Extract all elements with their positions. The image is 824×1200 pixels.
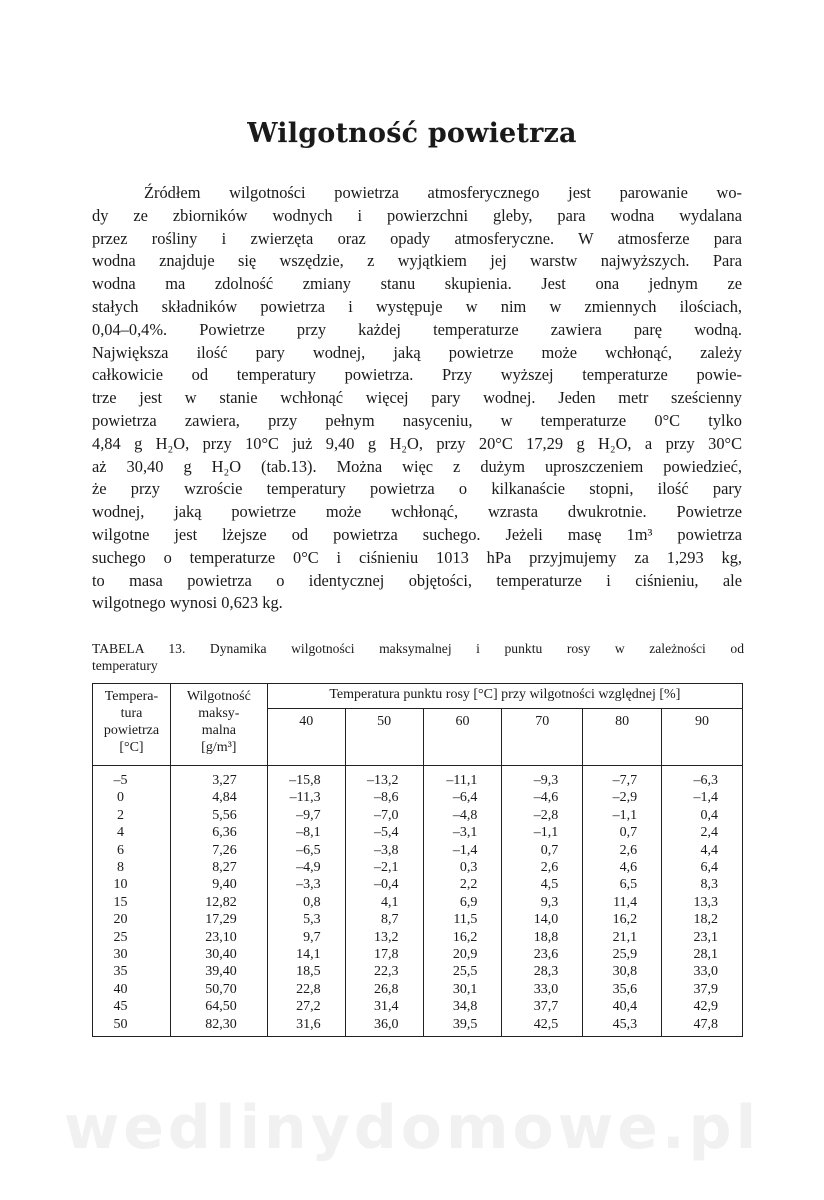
caption-line: temperatury [92, 658, 158, 673]
header-humidity-80: 80 [583, 709, 662, 766]
paragraph-line: wodna znajduje się wszędzie, z wyjątkiem jej warstw najwyższych. Para [92, 251, 742, 271]
cell-dew-point: –7,0 [345, 807, 423, 824]
cell-dew-point: 39,5 [423, 1016, 502, 1037]
cell-dew-point: –1,4 [662, 789, 743, 806]
cell-dew-point: 18,8 [502, 929, 583, 946]
cell-dew-point: –6,5 [267, 842, 345, 859]
paragraph-line: suchego o temperaturze 0°C i ciśnieniu 1013 hPa przyjmujemy za 1,293 kg, [92, 547, 742, 567]
cell-dew-point: 40,4 [583, 998, 662, 1015]
cell-dew-point: 33,0 [662, 963, 743, 980]
page-title: Wilgotność powietrza [247, 118, 577, 149]
cell-dew-point: –3,8 [345, 842, 423, 859]
cell-dew-point: 37,9 [662, 981, 743, 998]
cell-dew-point: 35,6 [583, 981, 662, 998]
cell-air-temperature: 0 [93, 789, 171, 806]
cell-air-temperature: 6 [93, 842, 171, 859]
cell-max-humidity: 3,27 [170, 766, 267, 790]
paragraph-line: wodnej, jaką powietrze może wchłonąć, wzrasta dwukrotnie. Powietrze [92, 502, 742, 522]
cell-air-temperature: 35 [93, 963, 171, 980]
cell-max-humidity: 9,40 [170, 876, 267, 893]
cell-air-temperature: –5 [93, 766, 171, 790]
cell-dew-point: 30,1 [423, 981, 502, 998]
cell-dew-point: 5,3 [267, 911, 345, 928]
cell-dew-point: 25,5 [423, 963, 502, 980]
table-row [93, 946, 743, 963]
paragraph-line: całkowicie od temperatury powietrza. Przy wyższej temperaturze powie- [92, 365, 742, 385]
cell-air-temperature: 10 [93, 876, 171, 893]
cell-dew-point: 31,6 [267, 1016, 345, 1037]
cell-dew-point: –3,3 [267, 876, 345, 893]
cell-air-temperature: 4 [93, 824, 171, 841]
cell-max-humidity: 8,27 [170, 859, 267, 876]
cell-dew-point: 13,3 [662, 894, 743, 911]
cell-dew-point: 22,8 [267, 981, 345, 998]
cell-dew-point: 2,2 [423, 876, 502, 893]
cell-dew-point: 30,8 [583, 963, 662, 980]
cell-max-humidity: 5,56 [170, 807, 267, 824]
cell-max-humidity: 82,30 [170, 1016, 267, 1037]
table-row [93, 766, 743, 790]
table-row [93, 789, 743, 806]
cell-dew-point: 16,2 [583, 911, 662, 928]
cell-dew-point: 21,1 [583, 929, 662, 946]
dew-point-table [92, 683, 743, 1037]
cell-dew-point: 27,2 [267, 998, 345, 1015]
cell-dew-point: 8,7 [345, 911, 423, 928]
table-row [93, 981, 743, 998]
cell-dew-point: –11,3 [267, 789, 345, 806]
cell-dew-point: 23,1 [662, 929, 743, 946]
cell-dew-point: –9,3 [502, 766, 583, 790]
cell-max-humidity: 12,82 [170, 894, 267, 911]
cell-dew-point: –15,8 [267, 766, 345, 790]
cell-dew-point: 28,1 [662, 946, 743, 963]
cell-dew-point: 25,9 [583, 946, 662, 963]
cell-dew-point: –5,4 [345, 824, 423, 841]
cell-dew-point: 47,8 [662, 1016, 743, 1037]
cell-dew-point: –2,8 [502, 807, 583, 824]
paragraph-line: stałych składników powietrza i występuje w nim w zmiennych ilościach, [92, 296, 742, 316]
cell-dew-point: 23,6 [502, 946, 583, 963]
cell-dew-point: 6,9 [423, 894, 502, 911]
cell-dew-point: 4,5 [502, 876, 583, 893]
paragraph-line: wodna ma zdolność zmiany stanu skupienia. Jest ona jednym ze [92, 274, 742, 294]
cell-max-humidity: 39,40 [170, 963, 267, 980]
table-row [93, 963, 743, 980]
paragraph-line: Największa ilość pary wodnej, jaką powietrze może wchłonąć, zależy [92, 342, 742, 362]
cell-dew-point: –7,7 [583, 766, 662, 790]
cell-dew-point: –8,6 [345, 789, 423, 806]
cell-dew-point: –6,4 [423, 789, 502, 806]
table-body [93, 766, 743, 1037]
cell-dew-point: 14,0 [502, 911, 583, 928]
cell-dew-point: –8,1 [267, 824, 345, 841]
cell-dew-point: –13,2 [345, 766, 423, 790]
cell-dew-point: –4,9 [267, 859, 345, 876]
table-row [93, 842, 743, 859]
table-row [93, 824, 743, 841]
paragraph-line: wilgotnego wynosi 0,623 kg. [92, 593, 283, 613]
cell-dew-point: 4,4 [662, 842, 743, 859]
cell-air-temperature: 2 [93, 807, 171, 824]
table-row [93, 998, 743, 1015]
cell-dew-point: 0,4 [662, 807, 743, 824]
cell-max-humidity: 17,29 [170, 911, 267, 928]
cell-dew-point: 18,2 [662, 911, 743, 928]
cell-dew-point: 14,1 [267, 946, 345, 963]
cell-dew-point: 2,4 [662, 824, 743, 841]
body-paragraph [92, 182, 742, 615]
cell-max-humidity: 6,36 [170, 824, 267, 841]
cell-air-temperature: 30 [93, 946, 171, 963]
table-row [93, 929, 743, 946]
table-row [93, 859, 743, 876]
cell-max-humidity: 30,40 [170, 946, 267, 963]
cell-dew-point: –1,1 [583, 807, 662, 824]
cell-dew-point: 11,5 [423, 911, 502, 928]
cell-dew-point: 4,1 [345, 894, 423, 911]
cell-dew-point: –3,1 [423, 824, 502, 841]
paragraph-line: 4,84 g H₂O, przy 10°C już 9,40 g H₂O, przy 20°C 17,29 g H₂O, a przy 30°C [92, 433, 742, 453]
cell-dew-point: –4,6 [502, 789, 583, 806]
cell-dew-point: 26,8 [345, 981, 423, 998]
table-row [93, 807, 743, 824]
cell-dew-point: 20,9 [423, 946, 502, 963]
cell-air-temperature: 40 [93, 981, 171, 998]
cell-dew-point: 16,2 [423, 929, 502, 946]
cell-dew-point: 31,4 [345, 998, 423, 1015]
paragraph-line: wilgotne jest lżejsze od powietrza suchego. Jeżeli masę 1m³ powietrza [92, 524, 742, 544]
cell-max-humidity: 7,26 [170, 842, 267, 859]
cell-dew-point: 0,3 [423, 859, 502, 876]
cell-dew-point: 17,8 [345, 946, 423, 963]
cell-air-temperature: 45 [93, 998, 171, 1015]
cell-air-temperature: 25 [93, 929, 171, 946]
cell-dew-point: 13,2 [345, 929, 423, 946]
cell-dew-point: 36,0 [345, 1016, 423, 1037]
cell-dew-point: –9,7 [267, 807, 345, 824]
header-humidity-50: 50 [345, 709, 423, 766]
cell-dew-point: –1,1 [502, 824, 583, 841]
header-humidity-90: 90 [662, 709, 743, 766]
cell-dew-point: 8,3 [662, 876, 743, 893]
header-humidity-40: 40 [267, 709, 345, 766]
cell-dew-point: 0,7 [502, 842, 583, 859]
cell-dew-point: –4,8 [423, 807, 502, 824]
cell-dew-point: 2,6 [502, 859, 583, 876]
cell-dew-point: –11,1 [423, 766, 502, 790]
cell-dew-point: 22,3 [345, 963, 423, 980]
cell-dew-point: –2,1 [345, 859, 423, 876]
cell-dew-point: 45,3 [583, 1016, 662, 1037]
paragraph-line: że przy wzroście temperatury powietrza o kilkanaście stopni, ilość pary [92, 479, 742, 499]
cell-dew-point: 34,8 [423, 998, 502, 1015]
paragraph-line: to masa powietrza o identycznej objętości, temperaturze i ciśnieniu, ale [92, 570, 742, 590]
cell-dew-point: 11,4 [583, 894, 662, 911]
paragraph-line: powietrza zawiera, przy pełnym nasyceniu, w temperaturze 0°C tylko [92, 410, 742, 430]
cell-max-humidity: 50,70 [170, 981, 267, 998]
cell-dew-point: 9,7 [267, 929, 345, 946]
table-row [93, 1016, 743, 1037]
cell-air-temperature: 20 [93, 911, 171, 928]
header-humidity-60: 60 [423, 709, 502, 766]
header-max-humidity: Wilgotność maksy- malna [g/m³] [170, 684, 267, 766]
cell-max-humidity: 64,50 [170, 998, 267, 1015]
cell-dew-point: 6,5 [583, 876, 662, 893]
cell-dew-point: 33,0 [502, 981, 583, 998]
cell-dew-point: 42,5 [502, 1016, 583, 1037]
paragraph-line: trze jest w stanie wchłonąć więcej pary wodnej. Jeden metr sześcienny [92, 388, 742, 408]
paragraph-line: aż 30,40 g H₂O (tab.13). Można więc z dużym uproszczeniem powiedzieć, [92, 456, 742, 476]
cell-dew-point: –6,3 [662, 766, 743, 790]
header-air-temperature: Tempera- tura powietrza [°C] [93, 684, 171, 766]
cell-dew-point: –0,4 [345, 876, 423, 893]
header-humidity-70: 70 [502, 709, 583, 766]
table-row [93, 894, 743, 911]
cell-dew-point: 0,8 [267, 894, 345, 911]
header-dew-point-group: Temperatura punktu rosy [°C] przy wilgotności względnej [%] [267, 684, 742, 709]
cell-dew-point: –1,4 [423, 842, 502, 859]
cell-dew-point: –2,9 [583, 789, 662, 806]
paragraph-line: przez rośliny i zwierzęta oraz opady atmosferyczne. W atmosferze para [92, 228, 742, 248]
table-caption [92, 640, 744, 674]
paragraph-line: Źródłem wilgotności powietrza atmosferycznego jest parowanie wo- [144, 183, 742, 202]
table-row [93, 876, 743, 893]
cell-air-temperature: 8 [93, 859, 171, 876]
cell-air-temperature: 50 [93, 1016, 171, 1037]
cell-dew-point: 42,9 [662, 998, 743, 1015]
cell-max-humidity: 4,84 [170, 789, 267, 806]
cell-dew-point: 9,3 [502, 894, 583, 911]
table-row [93, 911, 743, 928]
cell-air-temperature: 15 [93, 894, 171, 911]
watermark: wedlinydomowe.pl [63, 1093, 761, 1163]
cell-dew-point: 37,7 [502, 998, 583, 1015]
paragraph-line: 0,04–0,4%. Powietrze przy każdej temperaturze zawiera parę wodną. [92, 319, 742, 339]
cell-dew-point: 2,6 [583, 842, 662, 859]
cell-dew-point: 6,4 [662, 859, 743, 876]
cell-dew-point: 0,7 [583, 824, 662, 841]
cell-dew-point: 18,5 [267, 963, 345, 980]
caption-line: TABELA 13. Dynamika wilgotności maksymalnej i punktu rosy w zależności od [92, 641, 744, 656]
cell-dew-point: 4,6 [583, 859, 662, 876]
cell-dew-point: 28,3 [502, 963, 583, 980]
cell-max-humidity: 23,10 [170, 929, 267, 946]
paragraph-line: dy ze zbiorników wodnych i powierzchni gleby, para wodna wydalana [92, 205, 742, 225]
